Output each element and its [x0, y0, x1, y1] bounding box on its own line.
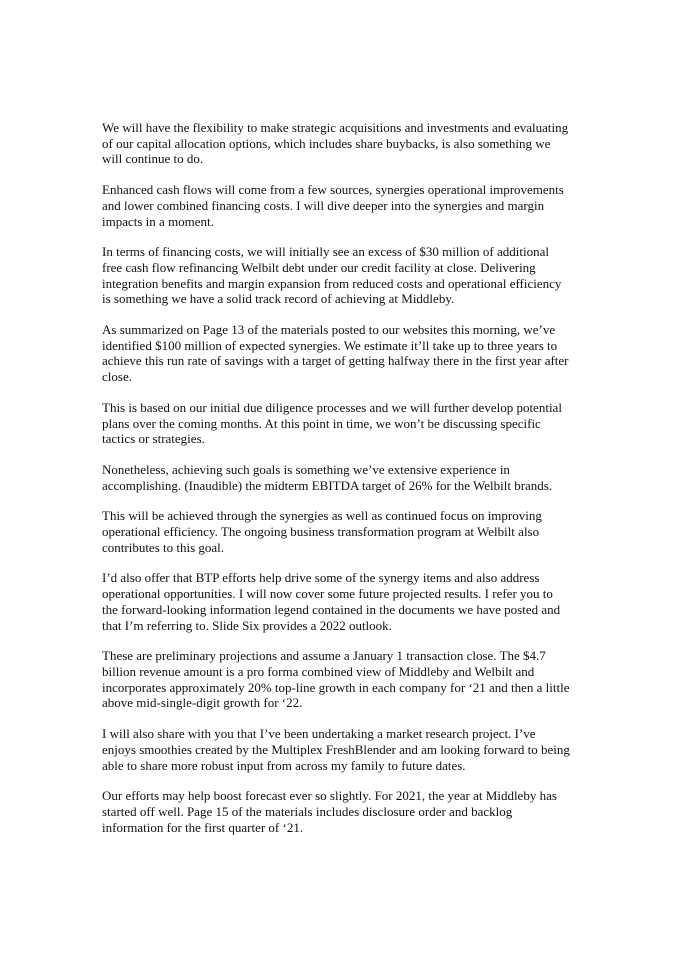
paragraph-6: Nonetheless, achieving such goals is something we’ve extensive experience in accomplishing. (Inaudible) the midterm EBITDA target of 26% for the Welbilt brands. — [102, 461, 553, 493]
paragraph-7: This will be achieved through the synergies as well as continued focus on improving operational efficiency. The ongoing business transformation program at Welbilt also contributes to this goal. — [102, 508, 542, 555]
paragraph-2: Enhanced cash flows will come from a few sources, synergies operational improvements and lower combined financing costs. I will dive deeper into the synergies and margin impacts in a moment. — [102, 182, 564, 229]
paragraph-9: These are preliminary projections and assume a January 1 transaction close. The $4.7 billion revenue amount is a pro forma combined view of Middleby and Welbilt and incorporates approximately 20% top-line growth in each company for ‘21 and then a little above mid-single-digit growth for ‘22. — [102, 648, 570, 711]
paragraph-10: I will also share with you that I’ve been undertaking a market research project. I’ve enjoys smoothies created by the Multiplex FreshBlender and am looking forward to being able to share more robust input from across my family to future dates. — [102, 726, 570, 773]
document-body — [102, 120, 588, 850]
paragraph-5: This is based on our initial due diligence processes and we will further develop potential plans over the coming months. At this point in time, we won’t be discussing specific tactics or strategies. — [102, 399, 562, 447]
paragraph-4: As summarized on Page 13 of the materials posted to our websites this morning, we’ve identified $100 million of expected synergies. We estimate it’ll take up to three years to achieve this run rate of savings with a target of getting halfway there in the first year after close. — [102, 322, 569, 385]
paragraph-3: In terms of financing costs, we will initially see an excess of $30 million of additional free cash flow refinancing Welbilt debt under our credit facility at close. Delivering integration benefits and margin expansion from reduced costs and operational efficiency is something we have a solid track record of achieving at Middleby. — [102, 244, 562, 307]
paragraph-1: We will have the flexibility to make strategic acquisitions and investments and evaluating of our capital allocation options, which includes share buybacks, is also something we will continue to do. — [102, 120, 569, 167]
paragraph-8: I’d also offer that BTP efforts help drive some of the synergy items and also address operational opportunities. I will now cover some future projected results. I refer you to the forward-looking information legend contained in the documents we have posted and that I’m referring to. Slide Six provides a 2022 outlook. — [102, 570, 561, 633]
paragraph-11: Our efforts may help boost forecast ever so slightly. For 2021, the year at Middleby has started off well. Page 15 of the materials includes disclosure order and backlog information for the first quarter of ‘21. — [102, 788, 557, 835]
